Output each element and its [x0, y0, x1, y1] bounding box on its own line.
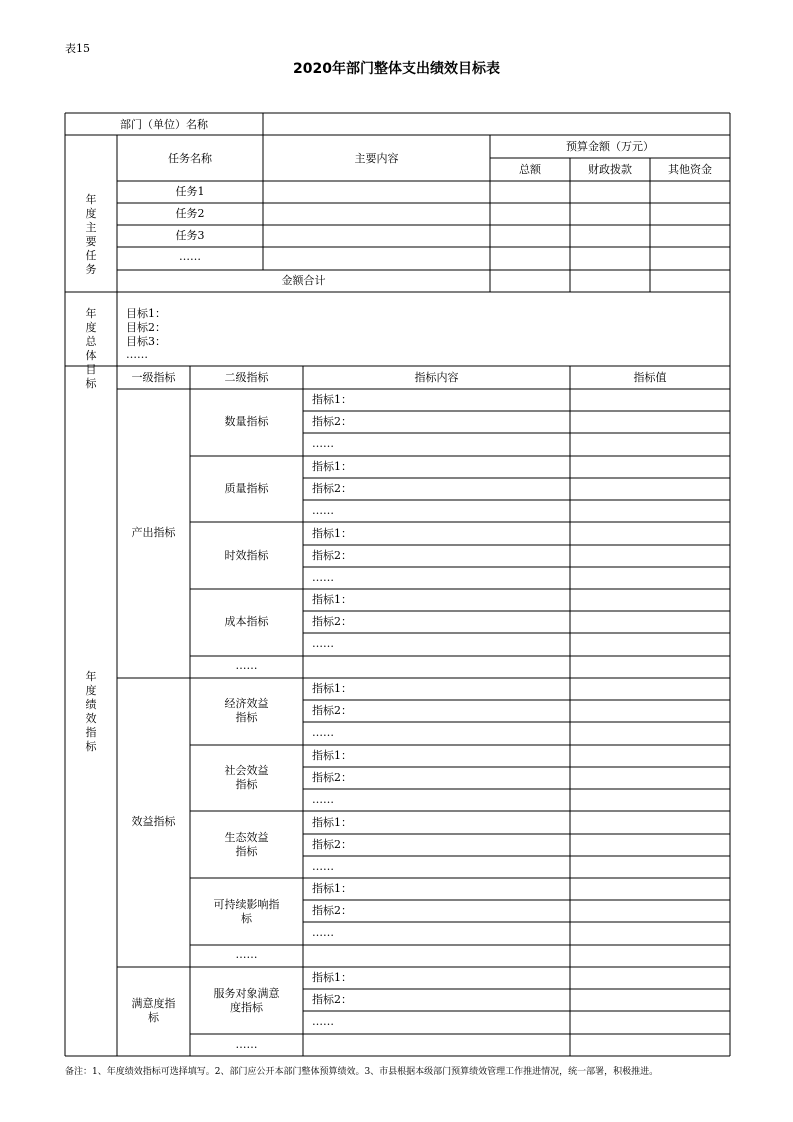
indicator-row: 指标2： [312, 415, 352, 428]
annual-performance-indicators-label: 年度绩效指标 [85, 670, 97, 753]
indicator-row: 指标1： [312, 593, 352, 606]
indicator-value-header: 指标值 [633, 371, 667, 384]
indicator-row: …… [312, 793, 334, 806]
indicator-row: …… [312, 926, 334, 939]
indicator-row: 指标2： [312, 615, 352, 628]
task-row-label: …… [179, 250, 201, 263]
indicator-row: 指标1： [312, 393, 352, 406]
cost-indicator-label: 成本指标 [224, 615, 269, 628]
quality-indicator-label: 质量指标 [224, 482, 269, 495]
indicator-row: 指标1： [312, 460, 352, 473]
indicator-row: …… [312, 860, 334, 873]
task-row-label: 任务3 [175, 229, 205, 242]
budget-other-header: 其他资金 [668, 163, 712, 176]
sustainable-impact-indicator-label: 可持续影响指标 [213, 898, 280, 925]
indicator-row: …… [312, 437, 334, 450]
goal-item: …… [126, 348, 148, 361]
indicator-row: …… [312, 1015, 334, 1028]
footnote: 备注：1、年度绩效指标可选择填写。2、部门应公开本部门整体预算绩效。3、市县根据本级部门预算绩效管理工作推进情况，统一部署，积极推进。 [65, 1067, 659, 1077]
goal-item: 目标2： [126, 321, 166, 334]
indicator-row: 指标1： [312, 882, 352, 895]
budget-fiscal-header: 财政拨款 [588, 163, 632, 176]
level2-indicator-header: 二级指标 [224, 371, 269, 384]
indicator-row: 指标2： [312, 771, 352, 784]
indicator-row: …… [312, 571, 334, 584]
main-content-header: 主要内容 [354, 152, 399, 165]
annual-tasks-label: 年度主要任务 [85, 193, 97, 276]
service-satisfaction-indicator-label: 服务对象满意度指标 [213, 987, 280, 1014]
indicator-row: 指标2： [312, 549, 352, 562]
table-code: 表15 [65, 42, 90, 55]
output-indicators-label: 产出指标 [131, 526, 176, 539]
satisfaction-indicators-label: 满意度指标 [131, 997, 176, 1024]
indicator-content-header: 指标内容 [414, 371, 459, 384]
quantity-indicator-label: 数量指标 [224, 415, 269, 428]
economic-benefit-indicator-label: 经济效益指标 [224, 697, 269, 724]
indicator-row: …… [312, 504, 334, 517]
satisfaction-more-row: …… [235, 1038, 258, 1051]
indicator-row: 指标2： [312, 704, 352, 717]
indicator-row: 指标1： [312, 682, 352, 695]
dept-name-label: 部门（单位）名称 [120, 118, 208, 131]
indicator-row: 指标1： [312, 816, 352, 829]
indicator-row: 指标1： [312, 749, 352, 762]
indicator-row: 指标2： [312, 482, 352, 495]
task-row-label: 任务1 [175, 185, 205, 198]
task-name-header: 任务名称 [168, 152, 212, 165]
indicator-row: …… [312, 637, 334, 650]
goal-item: 目标3： [126, 335, 166, 348]
indicator-row: 指标1： [312, 527, 352, 540]
ecological-benefit-indicator-label: 生态效益指标 [224, 831, 269, 858]
indicator-row: 指标2： [312, 993, 352, 1006]
goal-item: 目标1： [126, 307, 166, 320]
document-title: 2020年部门整体支出绩效目标表 [293, 61, 500, 77]
annual-goals-label: 年度总体目标 [85, 307, 97, 390]
indicator-row: 指标1： [312, 971, 352, 984]
indicator-row: 指标2： [312, 838, 352, 851]
budget-total-header: 总额 [519, 163, 541, 176]
budget-amount-header: 预算金额（万元） [566, 140, 654, 153]
timeliness-indicator-label: 时效指标 [224, 549, 269, 562]
indicator-row: 指标2： [312, 904, 352, 917]
indicator-row: …… [312, 726, 334, 739]
amount-total-label: 金额合计 [281, 274, 326, 287]
social-benefit-indicator-label: 社会效益指标 [224, 764, 269, 791]
benefit-more-row: …… [235, 948, 258, 961]
output-more-row: …… [235, 659, 258, 672]
level1-indicator-header: 一级指标 [131, 371, 176, 384]
benefit-indicators-label: 效益指标 [131, 815, 176, 828]
task-row-label: 任务2 [175, 207, 205, 220]
